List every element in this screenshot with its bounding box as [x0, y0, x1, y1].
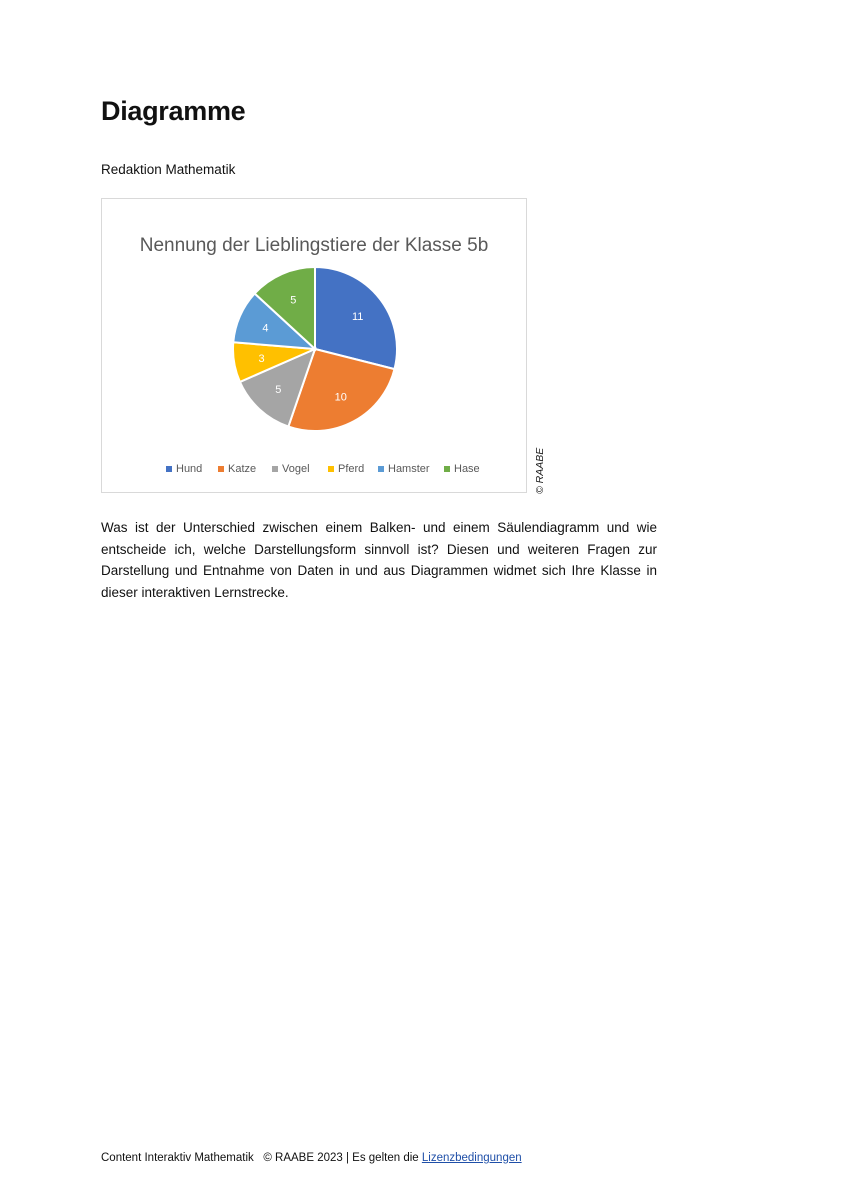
- legend-label: Vogel: [282, 463, 310, 475]
- footer-copyright: © RAABE 2023 | Es gelten die: [263, 1152, 419, 1164]
- legend-label: Hund: [176, 463, 203, 475]
- chart-figure: [101, 198, 527, 493]
- pie-slices: [233, 267, 397, 431]
- footer-product: Content Interaktiv Mathematik: [101, 1152, 254, 1164]
- pie-value-label: 5: [290, 294, 297, 307]
- legend-swatch: [328, 466, 334, 472]
- chart-title: Nennung der Lieblingstiere der Klasse 5b: [139, 235, 489, 256]
- pie-value-label: 10: [334, 391, 347, 404]
- legend-swatch: [166, 466, 172, 472]
- page-title: Diagramme: [101, 96, 246, 126]
- legend-swatch: [218, 466, 224, 472]
- legend-swatch: [272, 466, 278, 472]
- pie-value-label: 11: [351, 310, 364, 323]
- pie-value-label: 3: [258, 352, 265, 365]
- legend-label: Hase: [454, 463, 480, 475]
- pie-value-label: 5: [275, 383, 282, 396]
- legend-label: Hamster: [388, 463, 430, 475]
- license-link[interactable]: Lizenzbedingungen: [421, 1152, 522, 1164]
- pie-value-label: 4: [262, 322, 269, 335]
- intro-paragraph: Was ist der Unterschied zwischen einem Balken- und einem Säulendiagramm und wie entscheide ich, welche Darstellungsform sinnvoll ist? Diesen und weiteren Fragen zur Darstellung und Entnahme von Daten in und aus Diagrammen widmet sich Ihre Klasse in dieser interaktiven Lernstrecke.: [101, 520, 657, 600]
- legend-label: Katze: [228, 463, 257, 475]
- page-footer: [101, 1152, 522, 1164]
- legend-swatch: [378, 466, 384, 472]
- pie-chart: [102, 199, 526, 492]
- legend-label: Pferd: [338, 463, 365, 475]
- author-line: Redaktion Mathematik: [101, 162, 236, 177]
- chart-legend: [166, 463, 480, 475]
- figure-credit: © RAABE: [534, 447, 546, 494]
- legend-swatch: [444, 466, 450, 472]
